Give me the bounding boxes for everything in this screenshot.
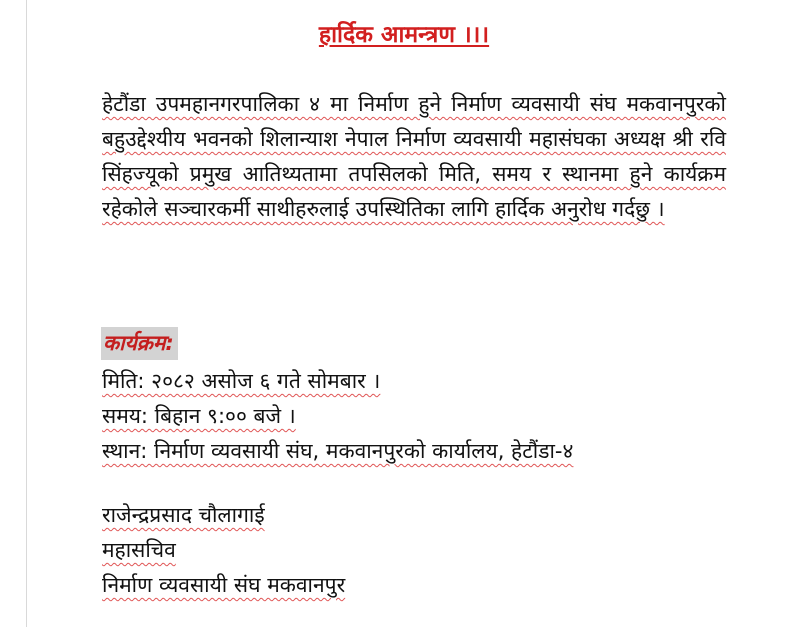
program-venue-line — [102, 434, 573, 469]
program-heading: कार्यक्रम: — [101, 327, 178, 360]
signature-designation-line — [102, 533, 345, 568]
signature-organization: निर्माण व्यवसायी संघ मकवानपुर — [102, 573, 346, 597]
program-details-list — [102, 364, 573, 469]
signature-block — [102, 498, 345, 603]
invitation-body-text: हेटौंडा उपमहानगरपालिका ४ मा निर्माण हुने निर्माण व्यवसायी संघ मकवानपुरको बहुउद्देश्यीय भवनको शिलान्याश नेपाल निर्माण व्यवसायी महासंघका अध्यक्ष श्री रवि सिंहज्यूको प्रमुख आतिथ्यतामा तपसिलको मिति, समय र स्थानमा हुने कार्यक्रम रहेकोले सञ्चारकर्मी साथीहरुलाई उपस्थितिका लागि हार्दिक अनुरोध गर्दछु । — [102, 92, 726, 221]
signature-name-line — [102, 498, 345, 533]
invitation-body-paragraph — [102, 87, 726, 227]
program-time-line — [102, 399, 573, 434]
program-date-line — [102, 364, 573, 399]
program-date-text: मिति: २०८२ असोज ६ गते सोमबार । — [102, 369, 381, 393]
signature-designation: महासचिव — [102, 538, 176, 562]
signature-organization-line — [102, 568, 345, 603]
page-margin-line — [26, 0, 27, 627]
program-venue-text: स्थान: निर्माण व्यवसायी संघ, मकवानपुरको कार्यालय, हेटौंडा-४ — [102, 439, 574, 463]
signature-name: राजेन्द्रप्रसाद चौलागाई — [102, 503, 265, 527]
program-time-text: समय: बिहान ९:०० बजे । — [102, 404, 296, 428]
invitation-title-text: हार्दिक आमन्त्रण ।।। — [318, 22, 490, 48]
invitation-title — [0, 18, 808, 52]
